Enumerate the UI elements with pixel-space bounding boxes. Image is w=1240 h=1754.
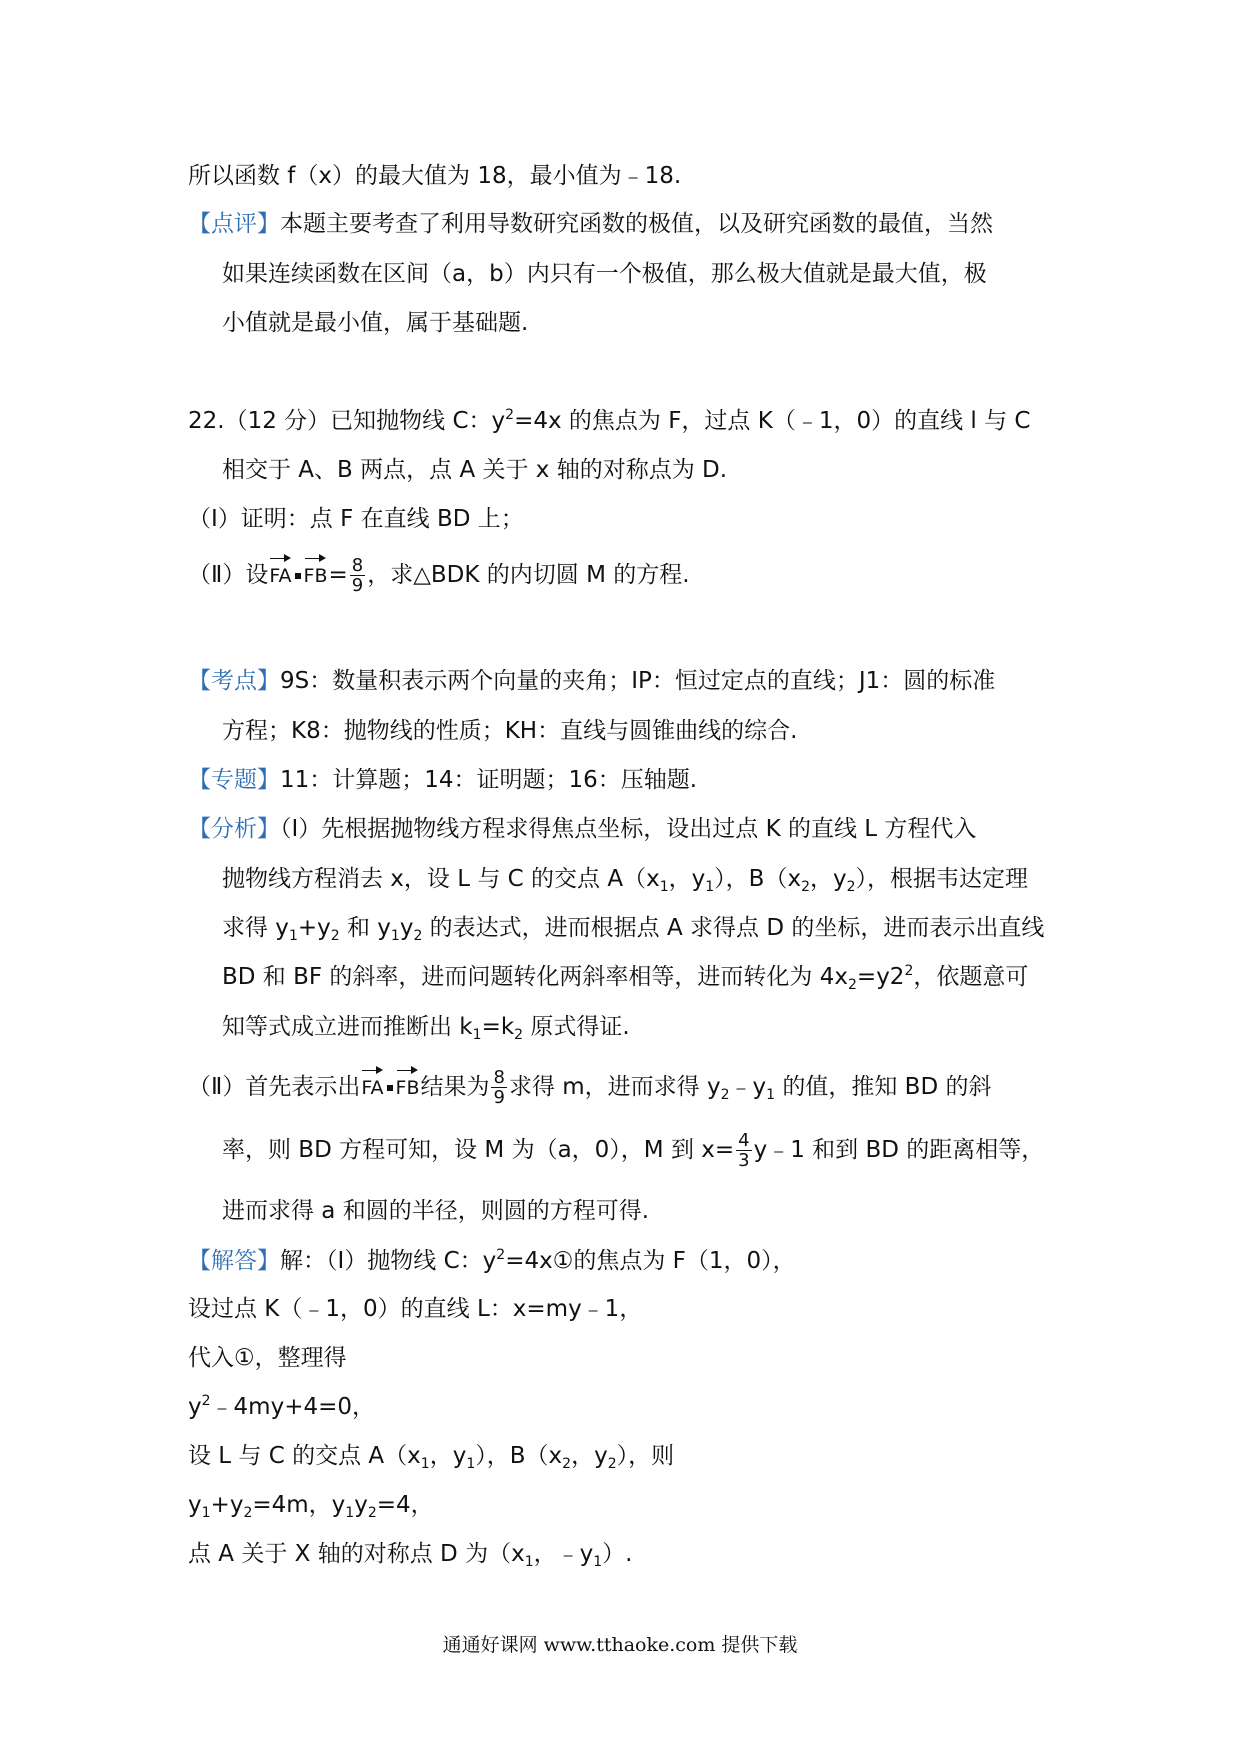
- question-line: 22.（12 分）已知抛物线 C：$y^2=4x$ 的焦点为 F，过点 K（﹣1，0）的直线 l 与 C: [188, 407, 1031, 434]
- vector-fa: FA: [269, 554, 291, 591]
- text-line: 代入①，整理得: [188, 1345, 347, 1371]
- text-line: 知等式成立进而推断出 $k_1=k_2$ 原式得证.: [222, 1014, 630, 1043]
- section-tag: 【分析】: [188, 816, 280, 842]
- text-line: 设 L 与 C 的交点 $A(x_1$，$y_1$），$B(x_2$，$y_2$），则: [188, 1443, 675, 1472]
- zhuanti-line: 【专题】11：计算题；14：证明题；16：压轴题.: [188, 767, 698, 793]
- section-tag: 【专题】: [188, 767, 280, 793]
- kaodian-line: 【考点】9S：数量积表示两个向量的夹角；IP：恒过定点的直线；J1：圆的标准: [188, 668, 996, 694]
- fenxi-line: 【分析】（Ⅰ）先根据抛物线方程求得焦点坐标，设出过点 K 的直线 L 方程代入: [188, 816, 977, 842]
- text-line: $y_1+y_2=4m$，$y_1y_2=4$，: [188, 1492, 434, 1521]
- text-line: 设过点 K（﹣1，0）的直线 L：x=my﹣1，: [188, 1296, 643, 1322]
- text-line: 点 A 关于 X 轴的对称点 D 为（$x_1$，$﹣y_1$）.: [188, 1541, 633, 1570]
- text-line: 小值就是最小值，属于基础题.: [222, 310, 529, 336]
- vector-fb: FB: [304, 554, 328, 591]
- text-line: 相交于 A、B 两点，点 A 关于 x 轴的对称点为 D.: [222, 457, 728, 483]
- page-footer: 通通好课网 www.tthaoke.com 提供下载: [442, 1634, 798, 1656]
- text-line: （Ⅱ）首先表示出FA FB结果为 $\frac{8}{9}$ 求得 m，进而求得 $y_2﹣y_1$ 的值，推知 BD 的斜: [188, 1067, 992, 1108]
- text-line: 方程；K8：抛物线的性质；KH：直线与圆锥曲线的综合.: [222, 718, 798, 744]
- section-tag: 【解答】: [188, 1248, 280, 1274]
- comment-line: 【点评】本题主要考查了利用导数研究函数的极值，以及研究函数的最值，当然: [188, 211, 993, 237]
- text-line: $y^2﹣4my+4=0$，: [188, 1393, 376, 1420]
- dot-product-icon: [295, 573, 301, 579]
- fraction: $\frac{4}{3}$: [738, 1130, 750, 1171]
- fraction: $\frac{8}{9}$: [351, 555, 364, 596]
- text-line: 抛物线方程消去 x，设 L 与 C 的交点 $A(x_1$，$y_1$），$B(x_2$，$y_2$），根据韦达定理: [222, 866, 1029, 895]
- text-line: 进而求得 a 和圆的半径，则圆的方程可得.: [222, 1198, 650, 1224]
- text-line: 求得 $y_1+y_2$ 和 $y_1y_2$ 的表达式，进而根据点 A 求得点 D 的坐标，进而表示出直线: [222, 915, 1045, 944]
- dot-product-icon: [387, 1085, 393, 1091]
- section-tag: 【考点】: [188, 668, 280, 694]
- text-line: 率，则 BD 方程可知，设 M 为（a，0），M 到 x= $\frac{4}{3}$ y﹣1 和到 BD 的距离相等，: [222, 1130, 1045, 1171]
- text-line: （Ⅱ）设FA FB= $\frac{8}{9}$ ，求△BDK 的内切圆 M 的方程.: [188, 555, 690, 596]
- vector-fa: FA: [361, 1066, 383, 1103]
- jieda-line: 【解答】解：（Ⅰ）抛物线 C：$y^2=4x①$的焦点为 F（1，0），: [188, 1247, 796, 1274]
- text-line: 如果连续函数在区间（a，b）内只有一个极值，那么极大值就是最大值，极: [222, 261, 987, 287]
- text-line: BD 和 BF 的斜率，进而问题转化两斜率相等，进而转化为 $4x_2=y2^2$，依题意可: [222, 963, 1029, 993]
- section-tag: 【点评】: [188, 211, 280, 237]
- fraction: $\frac{8}{9}$: [493, 1067, 505, 1108]
- vector-fb: FB: [396, 1066, 420, 1103]
- text-line: （Ⅰ）证明：点 F 在直线 BD 上；: [188, 506, 524, 532]
- text-line: 所以函数 f（x）的最大值为 18，最小值为﹣18.: [188, 163, 682, 189]
